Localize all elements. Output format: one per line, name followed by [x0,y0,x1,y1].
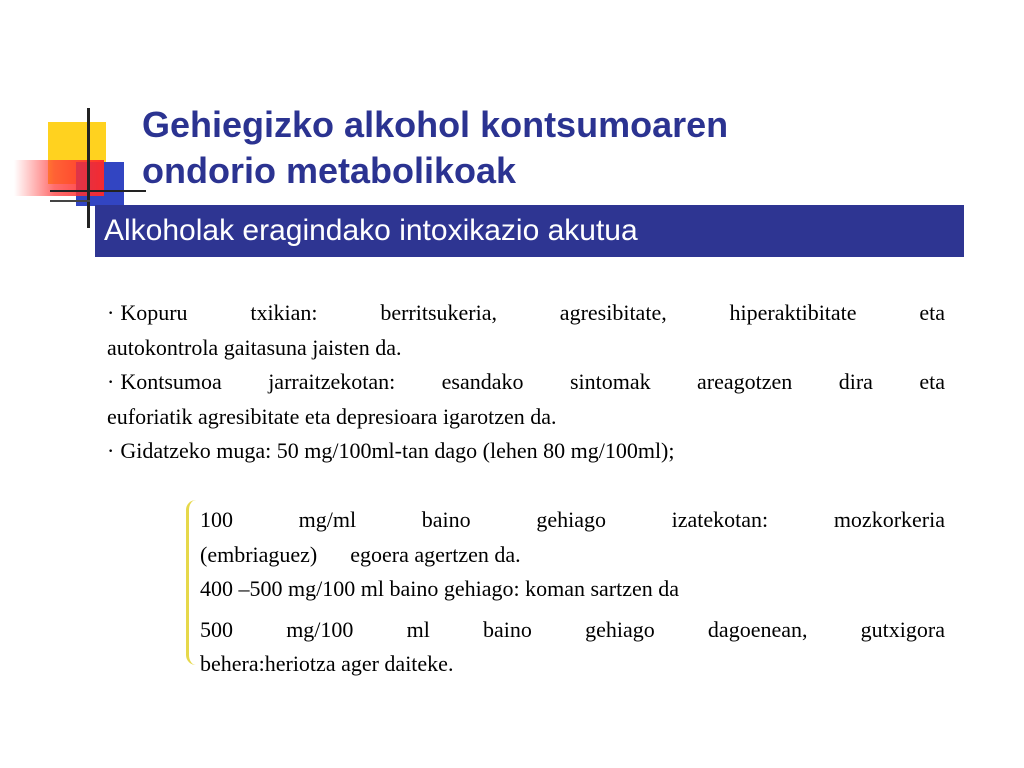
slide-subtitle: Alkoholak eragindako intoxikazio akutua [104,214,638,247]
sub-item-2: 400 –500 mg/100 ml baino gehiago: koman sartzen da [200,576,680,601]
bullet-marker: · [107,369,115,394]
slide-title-line-1: Gehiegizko alkohol kontsumoaren [142,104,729,145]
bullet-item-continuation [107,400,945,435]
bullet-text-line: Gidatzeko muga: 50 mg/100ml-tan dago (lehen 80 mg/100ml); [120,438,675,463]
sub-item-list [200,503,945,682]
bullet-item [107,296,945,331]
bullet-item-continuation [107,331,945,366]
bullet-text-line: autokontrola gaitasuna jaisten da. [107,334,402,360]
bullet-marker: · [107,438,115,463]
bullet-text-line: Kontsumoa jarraitzekotan: esandako sintomak areagotzen dira eta [120,369,945,394]
slide-title-line-2: ondorio metabolikoak [142,150,517,191]
decor-horizontal-line [50,190,146,192]
sub-item-3-line-1: 500 mg/100 ml baino gehiago dagoenean, gutxigora [200,616,945,642]
sub-items-bracket [186,500,199,665]
decor-horizontal-line-short [50,200,90,202]
bullet-text-line: Kopuru txikian: berritsukeria, agresibitate, hiperaktibitate eta [120,300,945,325]
bullet-list [107,296,945,469]
sub-item-3-line-2: behera:heriotza ager daiteke. [200,651,454,676]
bullet-marker: · [107,300,115,325]
slide-title [142,102,902,194]
decorative-corner-graphic [0,0,140,240]
sub-item-1-line-2: (embriaguez) egoera agertzen da. [200,541,521,567]
decor-vertical-line [87,108,90,228]
bullet-text-line: euforiatik agresibitate eta depresioara igarotzen da. [107,403,557,429]
bullet-item [107,365,945,400]
sub-item-1-line-1: 100 mg/ml baino gehiago izatekotan: mozkorkeria [200,507,945,532]
bullet-item [107,434,945,469]
